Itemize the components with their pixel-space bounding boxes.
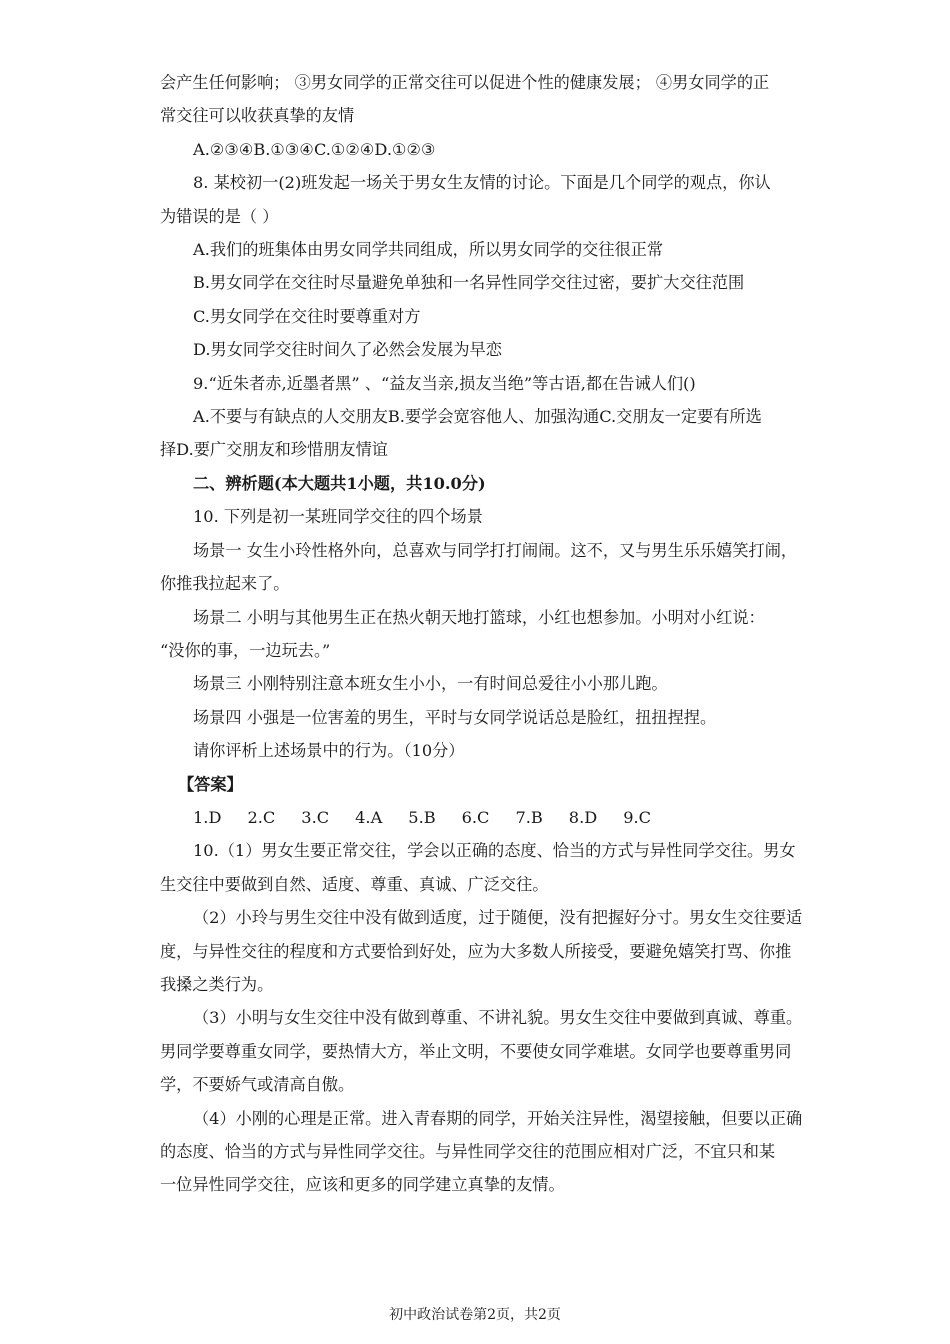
q9-stem: 9.“近朱者赤,近墨者黑” 、“益友当亲,损友当绝”等古语,都在告诫人们() bbox=[193, 373, 696, 393]
answer-p4-line-2: 的态度、恰当的方式与异性同学交往。与异性同学交往的范围应相对广泛，不宜只和某 bbox=[160, 1142, 776, 1161]
scene-1-line-2: 你推我拉起来了。 bbox=[160, 574, 290, 594]
q8-option-d: D.男女同学交往时间久了必然会发展为早恋 bbox=[193, 340, 502, 360]
document-body bbox=[160, 66, 803, 1202]
answer-key: 5.B bbox=[408, 807, 436, 827]
q9-options-line-1: A.不要与有缺点的人交朋友B.要学会宽容他人、加强沟通C.交朋友一定要有所选 bbox=[193, 407, 762, 427]
answer-key: 3.C bbox=[301, 807, 330, 827]
answer-p4-line-3: 一位异性同学交往，应该和更多的同学建立真挚的友情。 bbox=[160, 1175, 565, 1195]
answer-key: 8.D bbox=[568, 807, 598, 827]
section-heading: 二、辨析题(本大题共1小题，共10.0分) bbox=[193, 473, 486, 493]
q8-stem-line-1: 8. 某校初一(2)班发起一场关于男女生友情的讨论。下面是几个同学的观点，你认 bbox=[193, 173, 771, 193]
answer-heading: 【答案】 bbox=[178, 774, 243, 794]
answer-p3-line-2: 男同学要尊重女同学，要热情大方，举止文明，不要使女同学难堪。女同学也要尊重男同 bbox=[160, 1041, 792, 1061]
answer-p3-line-3: 学，不要娇气或清高自傲。 bbox=[160, 1075, 355, 1095]
answer-p2-line-1: （2）小玲与男生交往中没有做到适度，过于随便，没有把握好分寸。男女生交往要适 bbox=[193, 908, 803, 928]
q9-options-line-2: 择D.要广交朋友和珍惜朋友情谊 bbox=[160, 440, 388, 460]
answer-p2-line-2: 度，与异性交往的程度和方式要恰到好处，应为大多数人所接受，要避免嬉笑打骂、你推 bbox=[160, 941, 792, 961]
answer-p1-line-2: 生交往中要做到自然、适度、尊重、真诚、广泛交往。 bbox=[160, 874, 549, 894]
answer-key: 9.C bbox=[623, 807, 652, 827]
q8-option-a: A.我们的班集体由男女同学共同组成，所以男女同学的交往很正常 bbox=[193, 240, 664, 260]
answer-p1-line-1: 10.（1）男女生要正常交往，学会以正确的态度、恰当的方式与异性同学交往。男女 bbox=[193, 841, 796, 861]
answer-p2-line-3: 我搡之类行为。 bbox=[160, 974, 274, 994]
q8-option-b: B.男女同学在交往时尽量避免单独和一名异性同学交往过密，要扩大交往范围 bbox=[193, 273, 745, 293]
q7-text-line-1: 会产生任何影响； ③男女同学的正常交往可以促进个性的健康发展； ④男女同学的正 bbox=[160, 73, 770, 92]
answer-keys bbox=[160, 801, 800, 834]
answer-key: 1.D bbox=[193, 807, 222, 827]
answer-p3-line-1: （3）小明与女生交往中没有做到尊重、不讲礼貌。男女生交往中要做到真诚、尊重。 bbox=[193, 1008, 803, 1028]
page-footer: 初中政治试卷第2页，共2页 bbox=[389, 1307, 561, 1323]
answer-key: 6.C bbox=[461, 807, 490, 827]
answer-p4-line-1: （4）小刚的心理是正常。进入青春期的同学，开始关注异性，渴望接触，但要以正确 bbox=[193, 1108, 803, 1128]
scene-2-line-1: 场景二 小明与其他男生正在热火朝天地打篮球，小红也想参加。小明对小红说： bbox=[193, 607, 765, 627]
scene-2-line-2: “没你的事，一边玩去。” bbox=[160, 640, 331, 660]
scene-1-line-1: 场景一 女生小玲性格外向，总喜欢与同学打打闹闹。这不，又与男生乐乐嬉笑打闹， bbox=[193, 540, 798, 560]
q10-prompt: 请你评析上述场景中的行为。（10分） bbox=[193, 741, 465, 761]
q7-options: A.②③④B.①③④C.①②④D.①②③ bbox=[193, 139, 436, 159]
answer-key: 7.B bbox=[515, 807, 543, 827]
scene-4: 场景四 小强是一位害羞的男生，平时与女同学说话总是脸红，扭扭捏捏。 bbox=[193, 707, 717, 727]
q10-stem: 10. 下列是初一某班同学交往的四个场景 bbox=[193, 507, 483, 527]
q7-text-line-2: 常交往可以收获真挚的友情 bbox=[160, 106, 355, 126]
q8-option-c: C.男女同学在交往时要尊重对方 bbox=[193, 306, 421, 326]
q8-stem-line-2: 为错误的是（ ） bbox=[160, 206, 279, 226]
answer-key: 4.A bbox=[355, 807, 383, 827]
answer-key: 2.C bbox=[247, 807, 276, 827]
scene-3: 场景三 小刚特别注意本班女生小小，一有时间总爱往小小那儿跑。 bbox=[193, 674, 668, 694]
